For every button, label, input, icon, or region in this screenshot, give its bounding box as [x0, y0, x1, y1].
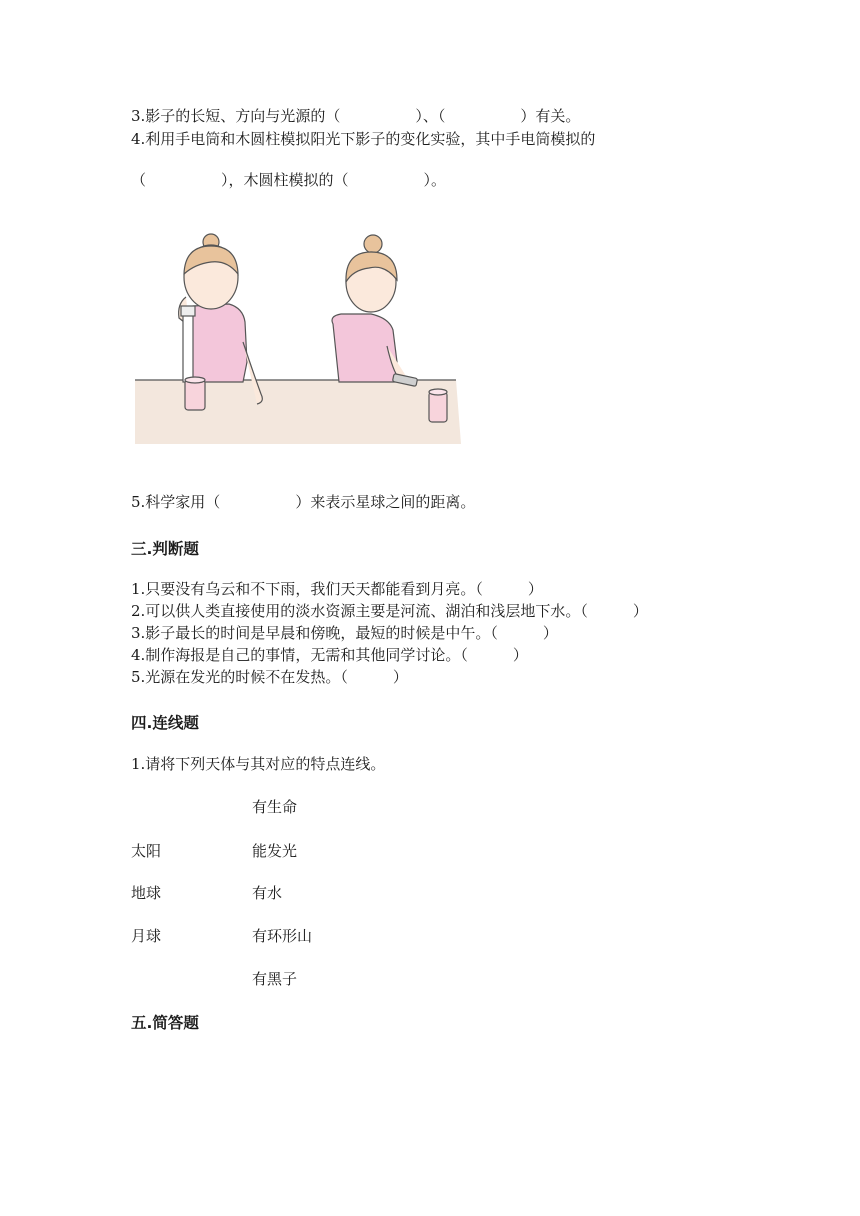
judge-item-3: 3.影子最长的时间是早晨和傍晚，最短的时候是中午。（ ） — [131, 624, 558, 642]
question-3: 3.影子的长短、方向与光源的（ ）、（ ）有关。 — [131, 107, 581, 125]
table-top — [135, 380, 461, 444]
question-4-line-1: 4.利用手电筒和木圆柱模拟阳光下影子的变化实验，其中手电筒模拟的 — [131, 130, 596, 148]
cup-left — [185, 377, 205, 410]
judge-item-4: 4.制作海报是自己的事情，无需和其他同学讨论。（ ） — [131, 646, 528, 664]
match-right-5: 有黑子 — [252, 970, 298, 988]
section-heading-judge: 三.判断题 — [131, 540, 199, 558]
match-right-3: 有水 — [252, 884, 283, 902]
match-left-1: 太阳 — [131, 842, 162, 860]
match-left-3: 月球 — [131, 927, 162, 945]
match-right-2: 能发光 — [252, 842, 298, 860]
flashlight-experiment-illustration — [131, 222, 461, 447]
match-right-1: 有生命 — [252, 798, 298, 816]
judge-item-1: 1.只要没有乌云和不下雨，我们天天都能看到月亮。（ ） — [131, 580, 543, 598]
section-heading-matching: 四.连线题 — [131, 714, 199, 732]
girl-right — [332, 235, 418, 386]
question-5: 5.科学家用（ ）来表示星球之间的距离。 — [131, 493, 476, 511]
judge-item-5: 5.光源在发光的时候不在发热。（ ） — [131, 668, 408, 686]
judge-item-2: 2.可以供人类直接使用的淡水资源主要是河流、湖泊和浅层地下水。（ ） — [131, 602, 648, 620]
matching-prompt: 1.请将下列天体与其对应的特点连线。 — [131, 755, 386, 773]
cup-right — [429, 389, 447, 422]
section-heading-short-answer: 五.简答题 — [131, 1014, 199, 1032]
question-4-line-2: （ ），木圆柱模拟的（ ）。 — [131, 171, 447, 189]
match-right-4: 有环形山 — [252, 927, 313, 945]
match-left-2: 地球 — [131, 884, 162, 902]
